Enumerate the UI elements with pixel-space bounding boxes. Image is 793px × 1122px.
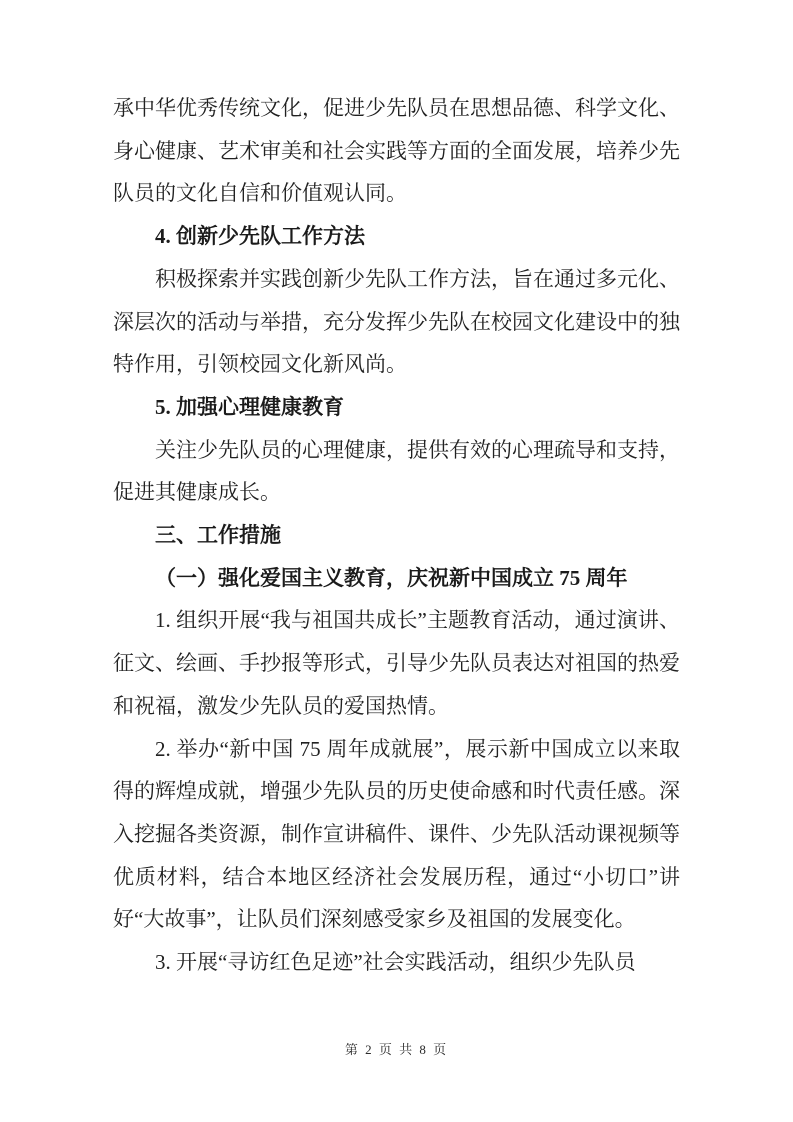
paragraph: 积极探索并实践创新少先队工作方法，旨在通过多元化、深层次的活动与举措，充分发挥少先队在校园文化建设中的独特作用，引领校园文化新风尚。 xyxy=(113,266,680,377)
heading: 三、工作措施 xyxy=(155,523,281,548)
heading: （一）强化爱国主义教育，庆祝新中国成立 75 周年 xyxy=(155,565,628,590)
paragraph: 承中华优秀传统文化，促进少先队员在思想品德、科学文化、身心健康、艺术审美和社会实践等方面的全面发展，培养少先队员的文化自信和价值观认同。 xyxy=(113,96,680,206)
document-body xyxy=(113,87,680,984)
paragraph: 3. 开展“寻访红色足迹”社会实践活动，组织少先队员 xyxy=(155,950,636,975)
paragraph: 1. 组织开展“我与祖国共成长”主题教育活动，通过演讲、征文、绘画、手抄报等形式，引导少先队员表达对祖国的热爱和祝福，激发少先队员的爱国热情。 xyxy=(113,608,680,718)
heading: 4. 创新少先队工作方法 xyxy=(155,224,365,249)
paragraph: 关注少先队员的心理健康，提供有效的心理疏导和支持，促进其健康成长。 xyxy=(113,437,680,505)
heading: 5. 加强心理健康教育 xyxy=(155,394,344,419)
page-footer: 第 2 页 共 8 页 xyxy=(344,1042,449,1057)
paragraph: 2. 举办“新中国 75 周年成就展”，展示新中国成立以来取得的辉煌成就，增强少先队员的历史使命感和时代责任感。深入挖掘各类资源，制作宣讲稿件、课件、少先队活动课视频等优质材料，结合本地区经济社会发展历程，通过“小切口”讲好“大故事”，让队员们深刻感受家乡及祖国的发展变化。 xyxy=(113,736,680,932)
